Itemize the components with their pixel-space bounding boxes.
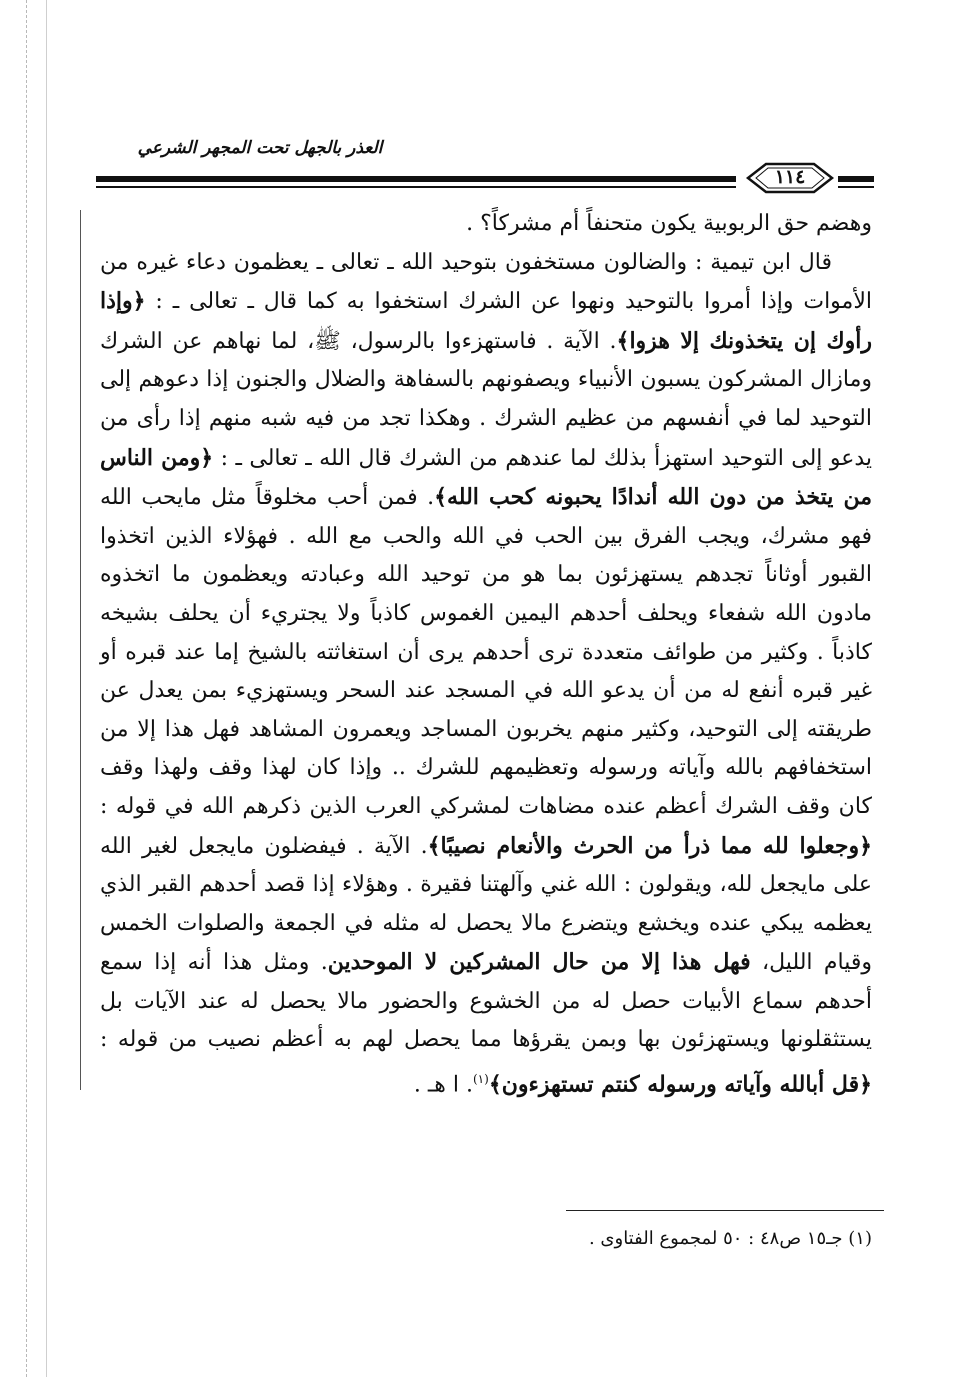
text-run: . ومثل هذا أنه إذا سمع أحدهم سماع الأبيات حصل له من الخشوع والحضور مالا يحصل له عند الآيات بل يستثقلونها ويستهزئون بها وبمن يقرؤها مما يحصل لهم به أعظم نصيب من قوله :	[100, 950, 872, 1053]
main-text	[100, 205, 872, 1105]
text-run: . الآية . فيفضلون مايجعل لغير الله على مايجعل لله، ويقولون : الله غني وآلهتنا فقيرة . وهؤلاء إذا قصد أحدهم القبر الذي يعظمه يبكي عنده ويخشع ويتضرع مالا يحصل له مثله في الجمعة والصلوات الخمس وقيام الليل،	[100, 833, 873, 976]
header-rule	[96, 186, 736, 188]
paragraph	[100, 205, 872, 244]
quran-quote: ﴿ومن الناس من يتخذ من دون الله أندادًا يحبونه كحب الله﴾	[100, 444, 872, 511]
text-run: قال ابن تيمية : والضالون مستخفون بتوحيد الله ـ تعالى ـ يعظمون دعاء غيره من الأموات وإذا أمروا بالتوحيد ونهوا عن الشرك استخفوا به كما قال ـ تعالى ـ :	[100, 249, 872, 315]
text-run: . ا هـ .	[413, 1072, 473, 1098]
footnote-reference[interactable]: (١)	[472, 1072, 489, 1087]
scan-edge-line	[26, 0, 27, 1377]
scan-edge-line	[46, 0, 47, 1377]
text-run: . الآية . فاستهزءوا بالرسول، ﷺ، لما نهاهم عن الشرك ومازال المشركون يسبون الأنبياء ويصفونهم بالسفاهة والضلال والجنون إذا دعوهم إلى التوحيد لما في أنفسهم من عظيم الشرك . وهكذا تجد من فيه شبه منهم إذا رأى من يدعو إلى التوحيد استهزأ بذلك لما عندهم من الشرك قال الله ـ تعالى ـ :	[100, 328, 872, 471]
quran-quote: ﴿وجعلوا لله مما ذرأ من الحرث والأنعام نصيبًا﴾	[427, 832, 872, 859]
page-number: ١١٤	[774, 166, 806, 188]
page-number-badge	[744, 160, 836, 196]
footnote-separator	[566, 1210, 884, 1211]
paragraph	[100, 244, 872, 1105]
header-rule	[838, 176, 874, 182]
header-rule	[96, 176, 736, 182]
running-header-title: العذر بالجهل تحت المجهر الشرعي	[137, 138, 383, 158]
quran-quote: ﴿وإذا رأوك إن يتخذونك إلا هزوا﴾	[100, 288, 872, 354]
text-run: وهضم حق الربوبية يكون متحنفاً أم مشركاً؟ .	[466, 211, 872, 236]
footnote: (١) جـ١٥ ص٤٨ : ٥٠ لمجموع الفتاوى .	[588, 1228, 872, 1249]
margin-line	[80, 210, 81, 1090]
quran-quote: ﴿قل أبالله وآياته ورسوله كنتم تستهزءون﴾	[488, 1071, 872, 1098]
header-rule	[838, 186, 874, 188]
text-run: . فمن أحب مخلوقاً مثل مايحب الله فهو مشرك، ويجب الفرق بين الحب في الله والحب مع الله . فهؤلاء الذين اتخذوا القبور أوثاناً تجدهم يستهزئون بما هو من توحيد الله وعبادته ويعظمون ما اتخذوه مادون الله شفعاء ويحلف أحدهم اليمين الغموس كاذباً ولا يجتريء أن يحلف بشيخه كاذباً . وكثير من طوائف متعددة ترى أحدهم يرى أن استغاثته بالشيخ إما عند قبره أو غير قبره أنفع له من أن يدعو الله في المسجد عند السحر ويستهزيء بمن يعدل عن طريقته إلى التوحيد، وكثير منهم يخربون المساجد ويعمرون المشاهد فهل هذا إلا من استخفافهم بالله وآياته ورسوله وتعظيمهم للشرك .. وإذا كان لهذا وقف ولهذا وقف كان وقف الشرك أعظم عنده مضاهات لمشركي العرب الذين ذكرهم الله في قوله :	[100, 485, 872, 819]
emphasis: فهل هذا إلا من حال المشركين لا الموحدين	[327, 949, 751, 976]
